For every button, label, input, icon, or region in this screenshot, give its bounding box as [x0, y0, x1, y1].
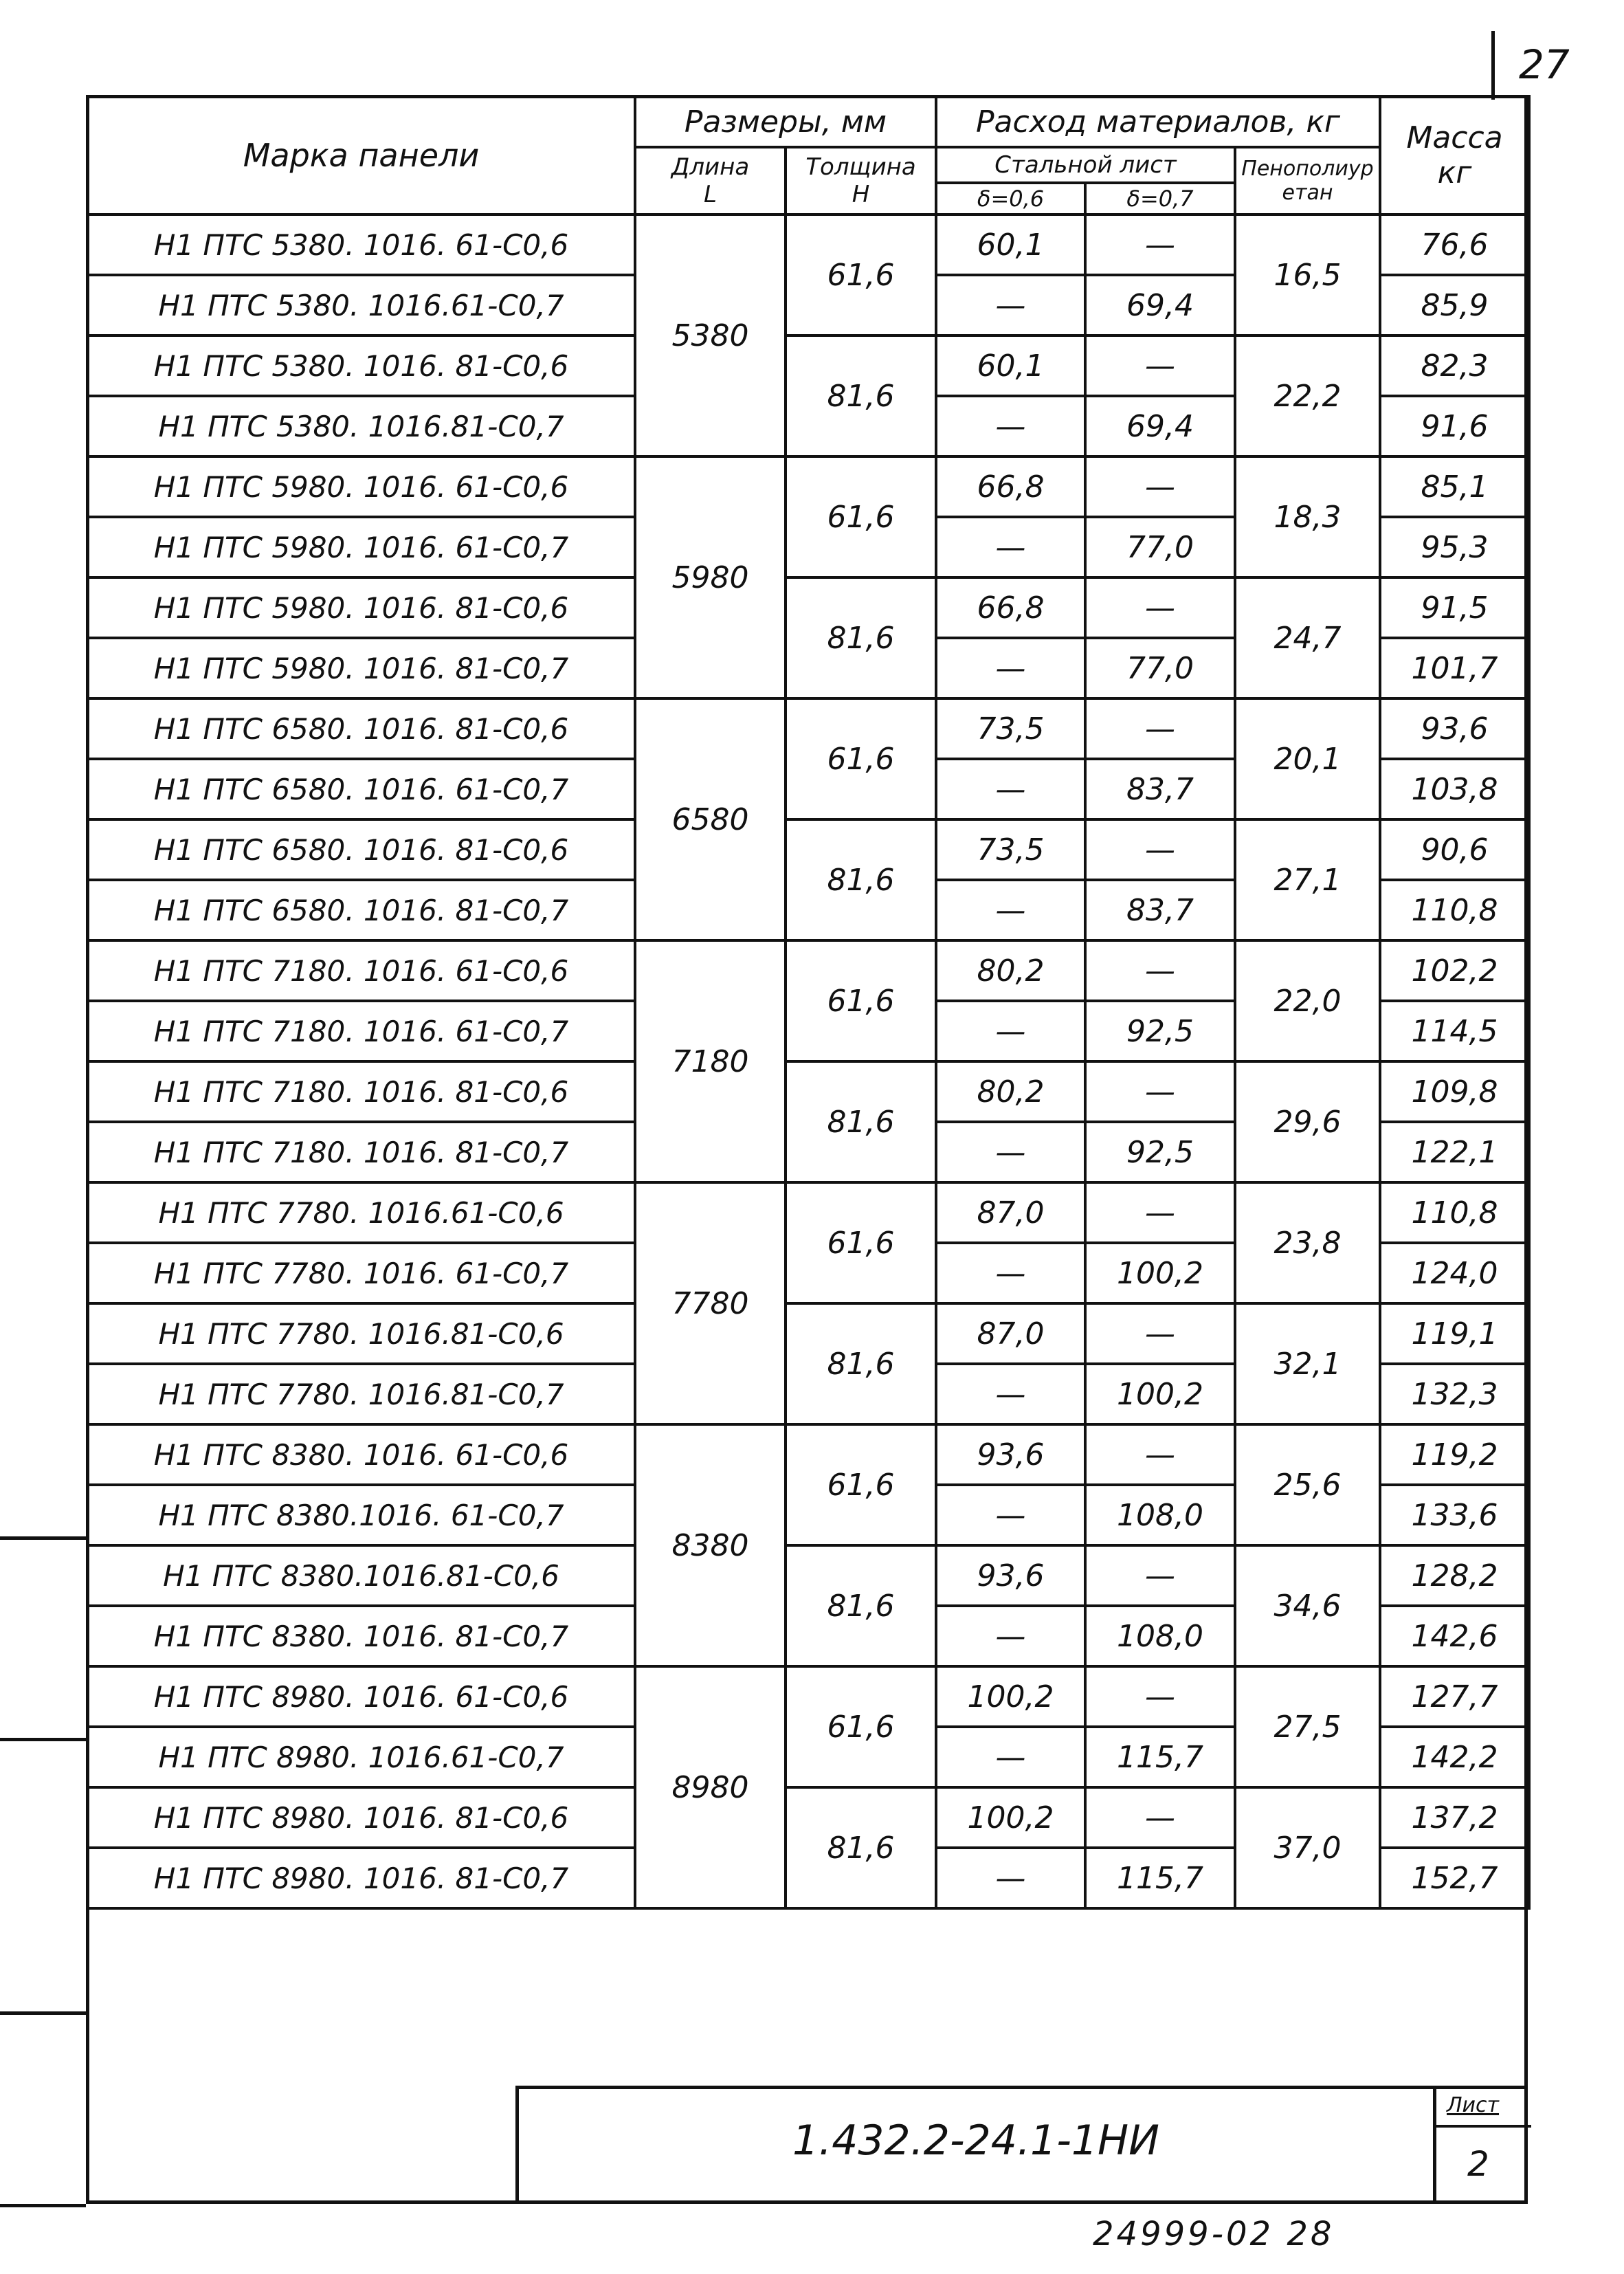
thickness-cell: 61,6: [786, 1182, 936, 1303]
table-row: [87, 1424, 1529, 1485]
steel-06-cell: —: [936, 1848, 1085, 1908]
thickness-cell: 61,6: [786, 1424, 936, 1545]
steel-07-cell: 92,5: [1085, 1001, 1235, 1061]
steel-06-cell: —: [936, 1243, 1085, 1303]
length-cell: 5980: [635, 456, 786, 698]
length-symbol: L: [704, 181, 717, 208]
steel-06-cell: —: [936, 638, 1085, 698]
steel-07-cell: —: [1085, 698, 1235, 759]
title-block-divider: [1433, 2089, 1436, 2204]
steel-07-cell: 77,0: [1085, 638, 1235, 698]
steel-06-cell: 73,5: [936, 698, 1085, 759]
panel-name-cell: Н1 ПТС 8980. 1016. 61-С0,6: [87, 1666, 635, 1727]
spec-table-body: [87, 214, 1529, 1908]
table-row: [87, 1182, 1529, 1243]
thickness-cell: 81,6: [786, 1545, 936, 1666]
polyurethane-cell: 37,0: [1235, 1787, 1380, 1908]
panel-name-cell: Н1 ПТС 7180. 1016. 81-С0,6: [87, 1061, 635, 1122]
panel-name-cell: Н1 ПТС 5980. 1016. 81-С0,7: [87, 638, 635, 698]
panel-name-cell: Н1 ПТС 8980. 1016.61-С0,7: [87, 1727, 635, 1787]
length-label: Длина: [671, 153, 750, 181]
steel-06-cell: —: [936, 1001, 1085, 1061]
polyurethane-cell: 18,3: [1235, 456, 1380, 577]
mass-cell: 124,0: [1380, 1243, 1529, 1303]
panel-name-cell: Н1 ПТС 8980. 1016. 81-С0,6: [87, 1787, 635, 1848]
table-row: [87, 1666, 1529, 1727]
steel-07-cell: —: [1085, 1303, 1235, 1364]
mass-cell: 152,7: [1380, 1848, 1529, 1908]
steel-06-cell: —: [936, 759, 1085, 819]
steel-06-cell: —: [936, 396, 1085, 456]
panel-name-cell: Н1 ПТС 8980. 1016. 81-С0,7: [87, 1848, 635, 1908]
margin-tick: [0, 2204, 86, 2207]
steel-07-cell: 100,2: [1085, 1243, 1235, 1303]
mass-cell: 82,3: [1380, 335, 1529, 396]
thickness-label: Толщина: [805, 153, 916, 181]
steel-07-cell: 69,4: [1085, 275, 1235, 335]
mass-cell: 133,6: [1380, 1485, 1529, 1545]
steel-sheet-header: Стальной лист: [936, 147, 1235, 183]
panel-name-cell: Н1 ПТС 8380.1016.81-С0,6: [87, 1545, 635, 1606]
polyurethane-cell: 27,5: [1235, 1666, 1380, 1787]
steel-07-cell: —: [1085, 1787, 1235, 1848]
steel-07-cell: —: [1085, 577, 1235, 638]
panel-name-cell: Н1 ПТС 7780. 1016. 61-С0,7: [87, 1243, 635, 1303]
polyurethane-cell: 22,2: [1235, 335, 1380, 456]
title-block: [515, 2086, 1528, 2204]
length-cell: 7180: [635, 940, 786, 1182]
steel-07-cell: 83,7: [1085, 880, 1235, 940]
panel-name-cell: Н1 ПТС 5980. 1016. 81-С0,6: [87, 577, 635, 638]
steel-07-cell: —: [1085, 1182, 1235, 1243]
table-row: [87, 577, 1529, 638]
panel-name-cell: Н1 ПТС 7780. 1016.61-С0,6: [87, 1182, 635, 1243]
steel-07-cell: 100,2: [1085, 1364, 1235, 1424]
thickness-cell: 81,6: [786, 1061, 936, 1182]
mass-cell: 109,8: [1380, 1061, 1529, 1122]
steel-07-cell: 115,7: [1085, 1727, 1235, 1787]
brand-header: Марка панели: [87, 96, 635, 214]
table-row: [87, 1303, 1529, 1364]
steel-07-cell: 77,0: [1085, 517, 1235, 577]
table-row: [87, 1787, 1529, 1848]
thickness-cell: 61,6: [786, 1666, 936, 1787]
polyurethane-cell: 23,8: [1235, 1182, 1380, 1303]
mass-cell: 102,2: [1380, 940, 1529, 1001]
panel-name-cell: Н1 ПТС 7180. 1016. 81-С0,7: [87, 1122, 635, 1182]
table-row: [87, 698, 1529, 759]
polyurethane-cell: 34,6: [1235, 1545, 1380, 1666]
steel-07-cell: —: [1085, 1061, 1235, 1122]
polyurethane-cell: 32,1: [1235, 1303, 1380, 1424]
mass-label: Масса: [1406, 120, 1503, 155]
delta-07-header: δ=0,7: [1085, 183, 1235, 214]
panel-name-cell: Н1 ПТС 6580. 1016. 81-С0,6: [87, 819, 635, 880]
steel-07-cell: 108,0: [1085, 1485, 1235, 1545]
steel-07-cell: 92,5: [1085, 1122, 1235, 1182]
steel-06-cell: —: [936, 1364, 1085, 1424]
steel-06-cell: 87,0: [936, 1303, 1085, 1364]
panel-name-cell: Н1 ПТС 5980. 1016. 61-С0,7: [87, 517, 635, 577]
table-row: [87, 1545, 1529, 1606]
panel-name-cell: Н1 ПТС 7780. 1016.81-С0,7: [87, 1364, 635, 1424]
polyurethane-cell: 20,1: [1235, 698, 1380, 819]
steel-06-cell: —: [936, 517, 1085, 577]
panel-name-cell: Н1 ПТС 7180. 1016. 61-С0,7: [87, 1001, 635, 1061]
table-row: [87, 1061, 1529, 1122]
archive-number: 24999-02 28: [1093, 2215, 1335, 2253]
mass-cell: 114,5: [1380, 1001, 1529, 1061]
length-cell: 8980: [635, 1666, 786, 1908]
table-row: [87, 940, 1529, 1001]
steel-06-cell: 87,0: [936, 1182, 1085, 1243]
thickness-symbol: H: [852, 181, 870, 208]
dimensions-header: Размеры, мм: [635, 96, 936, 147]
mass-cell: 137,2: [1380, 1787, 1529, 1848]
polyurethane-cell: 25,6: [1235, 1424, 1380, 1545]
document-code: 1.432.2-24.1-1НИ: [792, 2117, 1160, 2165]
thickness-cell: 81,6: [786, 819, 936, 940]
steel-06-cell: 80,2: [936, 940, 1085, 1001]
steel-06-cell: —: [936, 1122, 1085, 1182]
mass-cell: 122,1: [1380, 1122, 1529, 1182]
panel-name-cell: Н1 ПТС 5380. 1016.81-С0,7: [87, 396, 635, 456]
steel-06-cell: 60,1: [936, 214, 1085, 275]
panel-name-cell: Н1 ПТС 5980. 1016. 61-С0,6: [87, 456, 635, 517]
steel-06-cell: —: [936, 1485, 1085, 1545]
mass-cell: 119,1: [1380, 1303, 1529, 1364]
thickness-cell: 81,6: [786, 335, 936, 456]
steel-07-cell: 69,4: [1085, 396, 1235, 456]
thickness-cell: 61,6: [786, 698, 936, 819]
thickness-cell: 61,6: [786, 940, 936, 1061]
mass-cell: 101,7: [1380, 638, 1529, 698]
panel-name-cell: Н1 ПТС 8380. 1016. 81-С0,7: [87, 1606, 635, 1666]
mass-header: [1380, 96, 1529, 214]
mass-cell: 85,9: [1380, 275, 1529, 335]
steel-06-cell: 80,2: [936, 1061, 1085, 1122]
panel-spec-table: [86, 95, 1531, 1910]
mass-cell: 95,3: [1380, 517, 1529, 577]
mass-cell: 128,2: [1380, 1545, 1529, 1606]
thickness-cell: 61,6: [786, 214, 936, 335]
panel-name-cell: Н1 ПТС 6580. 1016. 61-С0,7: [87, 759, 635, 819]
sheet-label: Лист: [1447, 2093, 1500, 2117]
polyurethane-cell: 22,0: [1235, 940, 1380, 1061]
mass-cell: 132,3: [1380, 1364, 1529, 1424]
steel-06-cell: 100,2: [936, 1787, 1085, 1848]
steel-07-cell: —: [1085, 1545, 1235, 1606]
length-header: [635, 147, 786, 214]
panel-name-cell: Н1 ПТС 8380.1016. 61-С0,7: [87, 1485, 635, 1545]
steel-07-cell: —: [1085, 335, 1235, 396]
steel-06-cell: —: [936, 1727, 1085, 1787]
steel-07-cell: 108,0: [1085, 1606, 1235, 1666]
margin-tick: [0, 1536, 86, 1540]
steel-06-cell: 66,8: [936, 456, 1085, 517]
mass-cell: 142,2: [1380, 1727, 1529, 1787]
polyurethane-header: Пенополиуретан: [1235, 147, 1380, 214]
length-cell: 5380: [635, 214, 786, 456]
mass-cell: 85,1: [1380, 456, 1529, 517]
table-row: [87, 456, 1529, 517]
margin-tick: [0, 1738, 86, 1741]
thickness-header: [786, 147, 936, 214]
steel-07-cell: —: [1085, 940, 1235, 1001]
panel-name-cell: Н1 ПТС 6580. 1016. 81-С0,7: [87, 880, 635, 940]
steel-07-cell: —: [1085, 1666, 1235, 1727]
mass-cell: 127,7: [1380, 1666, 1529, 1727]
length-cell: 8380: [635, 1424, 786, 1666]
page-number: 27: [1519, 41, 1570, 88]
steel-07-cell: —: [1085, 819, 1235, 880]
steel-06-cell: 60,1: [936, 335, 1085, 396]
polyurethane-cell: 16,5: [1235, 214, 1380, 335]
sheet-number: 2: [1467, 2144, 1489, 2184]
steel-07-cell: 115,7: [1085, 1848, 1235, 1908]
steel-06-cell: 73,5: [936, 819, 1085, 880]
mass-cell: 90,6: [1380, 819, 1529, 880]
steel-06-cell: —: [936, 880, 1085, 940]
mass-cell: 103,8: [1380, 759, 1529, 819]
steel-06-cell: 93,6: [936, 1424, 1085, 1485]
panel-name-cell: Н1 ПТС 5380. 1016. 81-С0,6: [87, 335, 635, 396]
steel-07-cell: —: [1085, 1424, 1235, 1485]
thickness-cell: 81,6: [786, 577, 936, 698]
panel-name-cell: Н1 ПТС 8380. 1016. 61-С0,6: [87, 1424, 635, 1485]
mass-cell: 142,6: [1380, 1606, 1529, 1666]
panel-name-cell: Н1 ПТС 7180. 1016. 61-С0,6: [87, 940, 635, 1001]
mass-cell: 110,8: [1380, 880, 1529, 940]
steel-06-cell: —: [936, 275, 1085, 335]
mass-cell: 110,8: [1380, 1182, 1529, 1243]
panel-name-cell: Н1 ПТС 5380. 1016.61-С0,7: [87, 275, 635, 335]
table-row: [87, 335, 1529, 396]
thickness-cell: 81,6: [786, 1303, 936, 1424]
length-cell: 6580: [635, 698, 786, 940]
panel-name-cell: Н1 ПТС 7780. 1016.81-С0,6: [87, 1303, 635, 1364]
panel-name-cell: Н1 ПТС 6580. 1016. 81-С0,6: [87, 698, 635, 759]
margin-tick: [0, 2011, 86, 2015]
page-number-rule: [1491, 31, 1495, 100]
steel-06-cell: —: [936, 1606, 1085, 1666]
steel-06-cell: 100,2: [936, 1666, 1085, 1727]
mass-cell: 91,6: [1380, 396, 1529, 456]
mass-cell: 93,6: [1380, 698, 1529, 759]
steel-07-cell: —: [1085, 214, 1235, 275]
steel-06-cell: 93,6: [936, 1545, 1085, 1606]
panel-name-cell: Н1 ПТС 5380. 1016. 61-С0,6: [87, 214, 635, 275]
mass-unit: кг: [1437, 155, 1472, 190]
length-cell: 7780: [635, 1182, 786, 1424]
polyurethane-cell: 29,6: [1235, 1061, 1380, 1182]
steel-07-cell: 83,7: [1085, 759, 1235, 819]
polyurethane-cell: 27,1: [1235, 819, 1380, 940]
steel-07-cell: —: [1085, 456, 1235, 517]
mass-cell: 91,5: [1380, 577, 1529, 638]
table-row: [87, 214, 1529, 275]
thickness-cell: 81,6: [786, 1787, 936, 1908]
table-row: [87, 819, 1529, 880]
delta-06-header: δ=0,6: [936, 183, 1085, 214]
steel-06-cell: 66,8: [936, 577, 1085, 638]
consumption-header: Расход материалов, кг: [936, 96, 1380, 147]
mass-cell: 76,6: [1380, 214, 1529, 275]
polyurethane-cell: 24,7: [1235, 577, 1380, 698]
thickness-cell: 61,6: [786, 456, 936, 577]
mass-cell: 119,2: [1380, 1424, 1529, 1485]
sheet-rule: [1436, 2125, 1531, 2128]
